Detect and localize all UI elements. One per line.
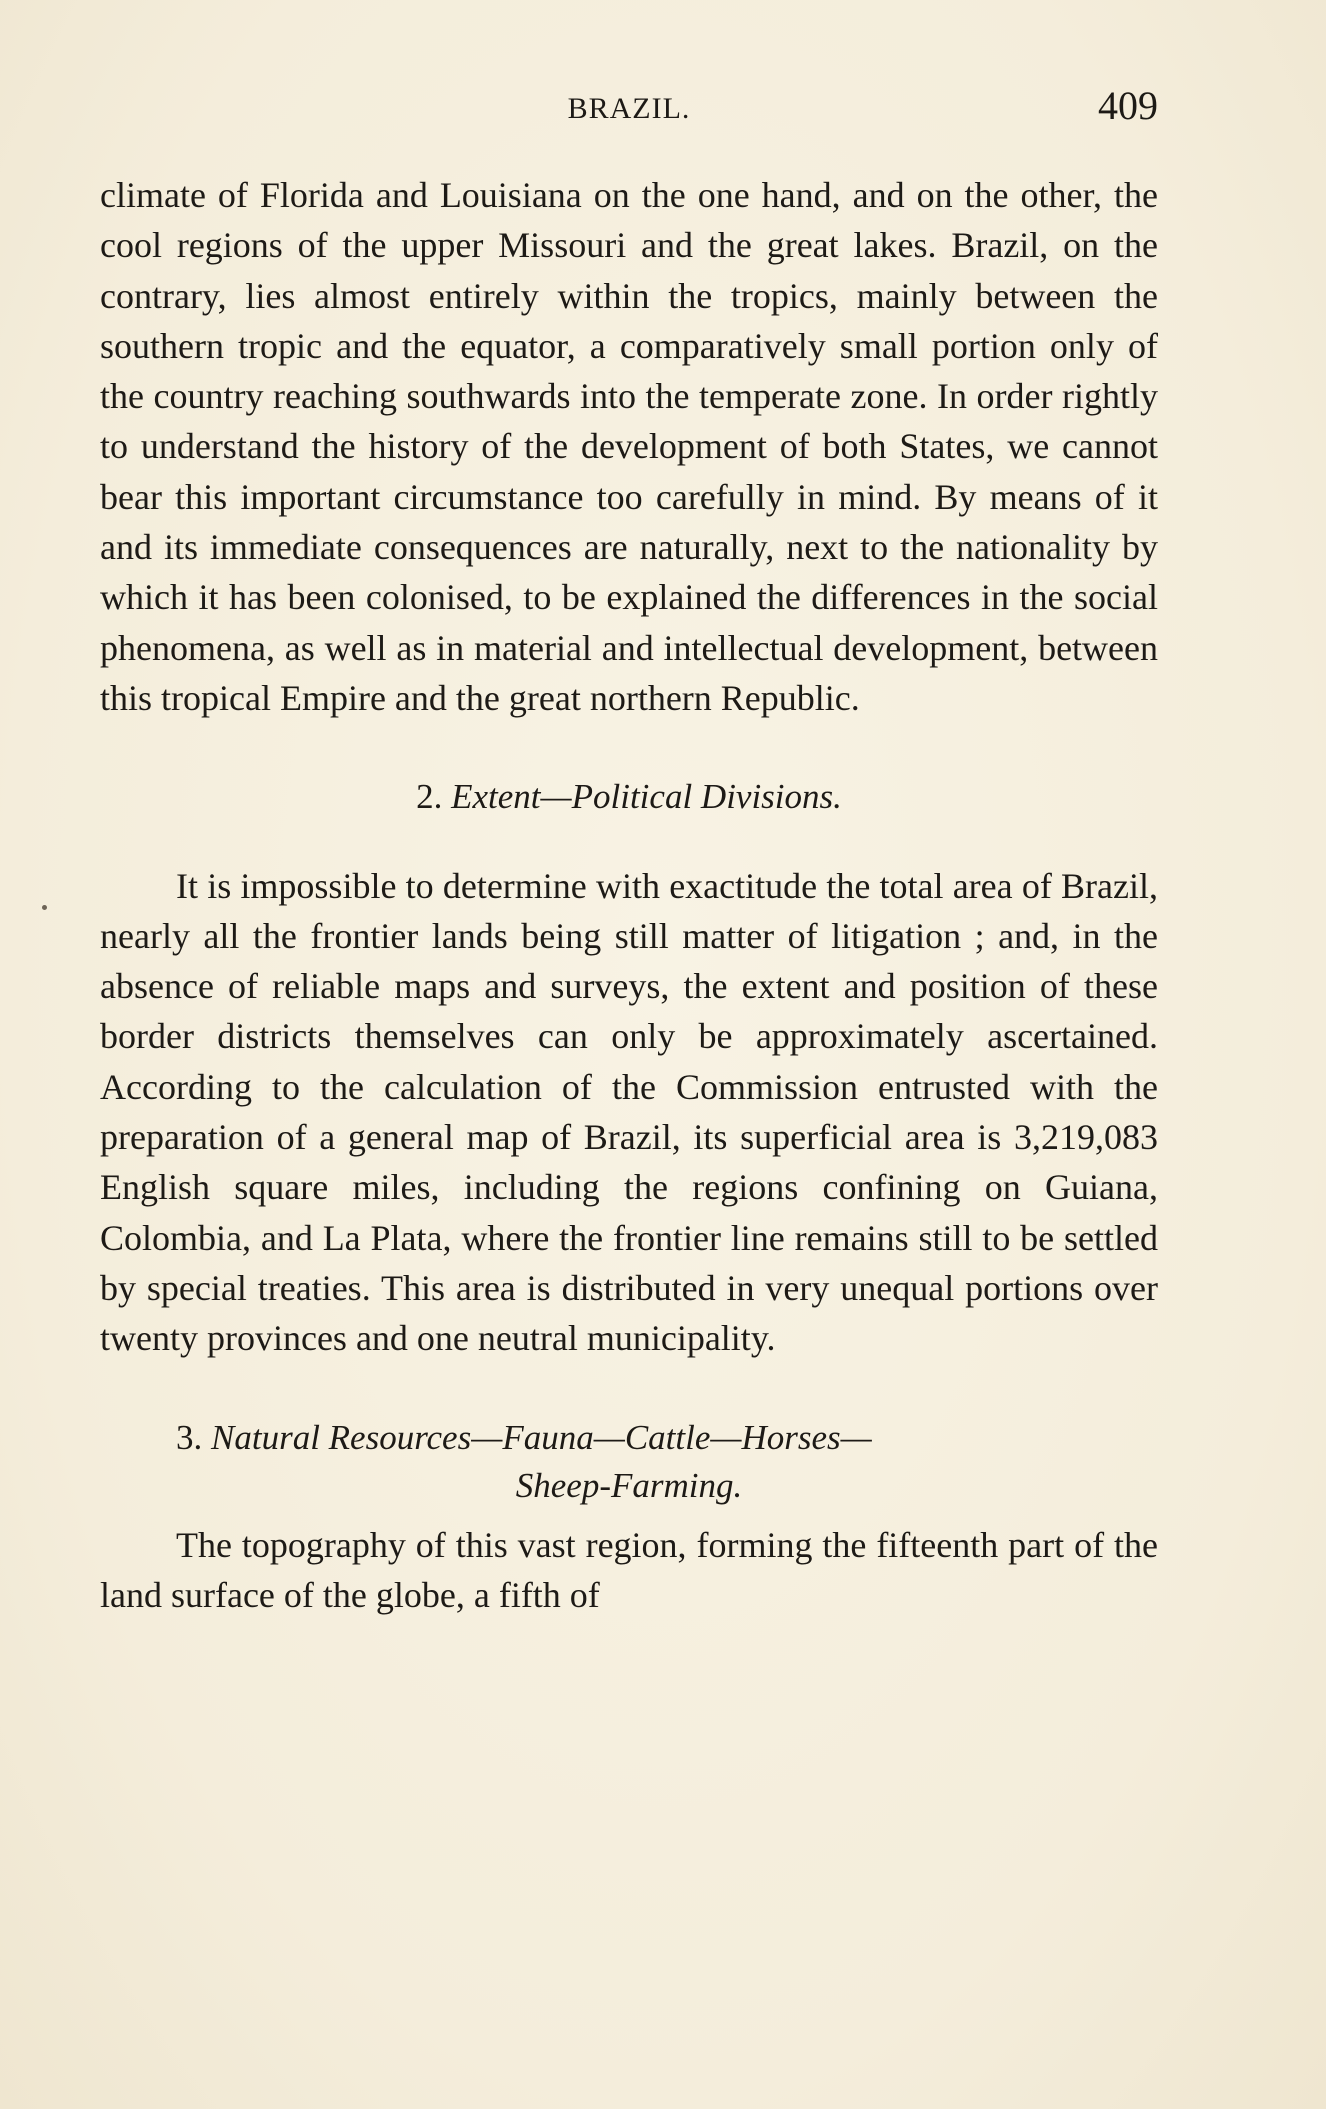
margin-speck: [42, 905, 47, 910]
section-number: 3.: [176, 1417, 203, 1457]
paragraph-climate: climate of Florida and Louisiana on the one hand, and on the other, the cool regions of the upper Missouri and the great lakes. Brazil, on the contrary, lies almost entirely within the tropics, mainly between the southern tropic and the equator, a comparatively small portion only of the country reaching southwards into the temperate zone. In order rightly to understand the history of the development of both States, we cannot bear this important circumstance too carefully in mind. By means of it and its immediate consequences are naturally, next to the nationality by which it has been colonised, to be explained the differences in the social phenomena, as well as in material and intellectual development, between this tropical Empire and the great northern Republic.: [100, 175, 1158, 718]
paragraph-extent: It is impossible to determine with exactitude the total area of Brazil, nearly all the frontier lands being still matter of litigation ; and, in the absence of reliable maps and surveys, the extent and position of these border districts themselves can only be approximately ascertained. According to the calculation of the Commission entrusted with the preparation of a general map of Brazil, its superficial area is 3,219,083 English square miles, including the regions confining on Guiana, Colombia, and La Plata, where the frontier line remains still to be settled by special treaties. This area is distributed in very unequal portions over twenty provinces and one neutral municipality.: [100, 865, 1158, 1359]
section-heading-natural-resources: [100, 1414, 1158, 1510]
paragraph-topography: The topography of this vast region, forming the fifteenth part of the land surface of the globe, a fifth of: [100, 1524, 1158, 1615]
section-title-line1: Natural Resources—Fauna—Cattle—Horses—: [211, 1417, 872, 1457]
page-header: [100, 82, 1158, 132]
page-number: 409: [1098, 83, 1158, 128]
section-title-line2: Sheep-Farming.: [515, 1465, 743, 1505]
section-number: 2.: [416, 777, 443, 817]
section-heading-extent: [100, 772, 1158, 822]
section-heading-line1: [100, 1414, 1158, 1462]
body-text: [100, 170, 1158, 1620]
section-title: Extent—Political Divisions.: [451, 777, 842, 817]
running-title: BRAZIL.: [567, 92, 691, 125]
